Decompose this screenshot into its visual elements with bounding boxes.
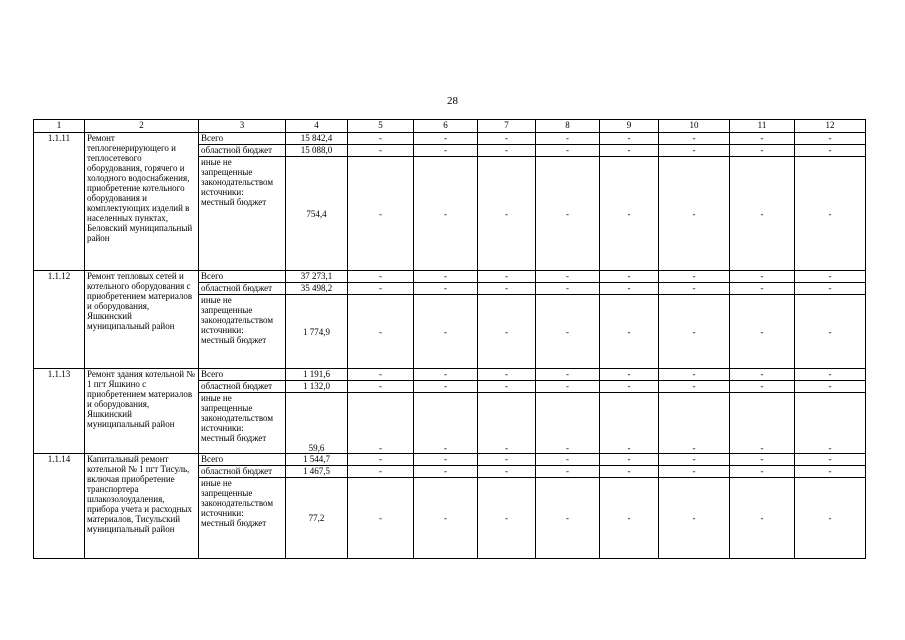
regional-label: областной бюджет [199,145,286,157]
total-value: 1 544,7 [286,454,348,466]
dash-cell: - [348,283,414,295]
regional-label: областной бюджет [199,381,286,393]
dash-cell: - [730,478,795,559]
row-code: 1.1.12 [34,271,85,369]
dash-cell: - [730,454,795,466]
header-cell: 10 [659,120,730,133]
header-cell: 12 [795,120,866,133]
table-row [34,271,866,283]
dash-cell: - [600,393,659,454]
header-cell: 9 [600,120,659,133]
row-name: Ремонт тепловых сетей и котельного оборудования с приобретением материалов и оборудования, Яшкинский муниципальный район [85,271,199,369]
dash-cell: - [536,145,600,157]
dash-cell: - [348,454,414,466]
dash-cell: - [795,393,866,454]
dash-cell: - [414,145,478,157]
table-row [34,454,866,466]
dash-cell: - [414,271,478,283]
total-label: Всего [199,133,286,145]
dash-cell: - [536,454,600,466]
dash-cell: - [348,381,414,393]
dash-cell: - [795,454,866,466]
local-budget-label: местный бюджет [201,335,267,345]
local-value: 77,2 [286,478,348,559]
dash-cell: - [659,393,730,454]
dash-cell: - [659,271,730,283]
dash-cell: - [795,145,866,157]
header-cell: 11 [730,120,795,133]
dash-cell: - [730,145,795,157]
header-cell: 8 [536,120,600,133]
dash-cell: - [536,478,600,559]
dash-cell: - [414,381,478,393]
dash-cell: - [659,133,730,145]
dash-cell: - [348,271,414,283]
dash-cell: - [730,393,795,454]
dash-cell: - [536,393,600,454]
dash-cell: - [600,369,659,381]
total-label: Всего [199,271,286,283]
dash-cell: - [600,466,659,478]
dash-cell: - [659,157,730,271]
header-cell: 3 [199,120,286,133]
dash-cell: - [414,466,478,478]
dash-cell: - [600,133,659,145]
dash-cell: - [730,295,795,369]
dash-cell: - [600,478,659,559]
local-value: 59,6 [286,393,348,454]
regional-value: 1 467,5 [286,466,348,478]
dash-cell: - [659,466,730,478]
dash-cell: - [348,369,414,381]
local-value: 1 774,9 [286,295,348,369]
local-budget-label: местный бюджет [201,433,267,443]
header-row [34,120,866,133]
dash-cell: - [536,369,600,381]
dash-cell: - [536,466,600,478]
header-cell: 2 [85,120,199,133]
total-value: 1 191,6 [286,369,348,381]
dash-cell: - [600,295,659,369]
dash-cell: - [478,393,536,454]
dash-cell: - [348,478,414,559]
dash-cell: - [730,381,795,393]
dash-cell: - [600,381,659,393]
page-number: 28 [447,95,458,107]
dash-cell: - [478,145,536,157]
dash-cell: - [795,369,866,381]
other-sources-cell [199,478,286,559]
dash-cell: - [478,157,536,271]
dash-cell: - [730,283,795,295]
total-value: 37 273,1 [286,271,348,283]
dash-cell: - [478,454,536,466]
regional-value: 1 132,0 [286,381,348,393]
dash-cell: - [659,295,730,369]
header-cell: 5 [348,120,414,133]
row-name: Капитальный ремонт котельной № 1 пгт Тисуль, включая приобретение транспортера шлакозолоудаления, прибора учета и расходных материалов, Тисульский муниципальный район [85,454,199,559]
dash-cell: - [659,283,730,295]
header-cell: 1 [34,120,85,133]
other-sources-label: иные не запрещенные законодательством источники: [201,157,274,197]
dash-cell: - [478,478,536,559]
row-name: Ремонт здания котельной № 1 пгт Яшкино с приобретением материалов и оборудования, Яшкинский муниципальный район [85,369,199,454]
dash-cell: - [348,393,414,454]
dash-cell: - [795,466,866,478]
header-cell: 6 [414,120,478,133]
dash-cell: - [478,271,536,283]
dash-cell: - [730,271,795,283]
dash-cell: - [348,145,414,157]
table-row [34,133,866,145]
dash-cell: - [600,157,659,271]
dash-cell: - [730,157,795,271]
dash-cell: - [478,295,536,369]
dash-cell: - [414,133,478,145]
dash-cell: - [600,145,659,157]
dash-cell: - [659,478,730,559]
local-budget-label: местный бюджет [201,518,267,528]
total-label: Всего [199,369,286,381]
dash-cell: - [348,466,414,478]
dash-cell: - [414,454,478,466]
total-label: Всего [199,454,286,466]
dash-cell: - [730,369,795,381]
dash-cell: - [536,283,600,295]
dash-cell: - [795,478,866,559]
dash-cell: - [600,283,659,295]
local-budget-label: местный бюджет [201,197,267,207]
dash-cell: - [414,478,478,559]
row-code: 1.1.13 [34,369,85,454]
dash-cell: - [795,283,866,295]
row-code: 1.1.14 [34,454,85,559]
dash-cell: - [795,133,866,145]
regional-value: 35 498,2 [286,283,348,295]
dash-cell: - [414,295,478,369]
dash-cell: - [414,369,478,381]
dash-cell: - [730,133,795,145]
dash-cell: - [659,454,730,466]
other-sources-cell [199,295,286,369]
header-cell: 7 [478,120,536,133]
dash-cell: - [414,393,478,454]
dash-cell: - [536,133,600,145]
dash-cell: - [478,283,536,295]
dash-cell: - [414,283,478,295]
dash-cell: - [536,295,600,369]
other-sources-label: иные не запрещенные законодательством источники: [201,478,274,518]
row-code: 1.1.11 [34,133,85,271]
local-value: 754,4 [286,157,348,271]
dash-cell: - [478,369,536,381]
dash-cell: - [795,295,866,369]
other-sources-label: иные не запрещенные законодательством источники: [201,295,274,335]
dash-cell: - [600,454,659,466]
total-value: 15 842,4 [286,133,348,145]
dash-cell: - [348,133,414,145]
regional-label: областной бюджет [199,466,286,478]
dash-cell: - [536,271,600,283]
dash-cell: - [795,271,866,283]
dash-cell: - [795,381,866,393]
dash-cell: - [414,157,478,271]
dash-cell: - [478,133,536,145]
dash-cell: - [730,466,795,478]
dash-cell: - [536,381,600,393]
dash-cell: - [659,369,730,381]
budget-table [33,119,866,559]
dash-cell: - [795,157,866,271]
dash-cell: - [348,157,414,271]
dash-cell: - [478,381,536,393]
regional-value: 15 088,0 [286,145,348,157]
dash-cell: - [348,295,414,369]
regional-label: областной бюджет [199,283,286,295]
other-sources-cell [199,157,286,271]
dash-cell: - [659,145,730,157]
dash-cell: - [659,381,730,393]
other-sources-cell [199,393,286,454]
dash-cell: - [478,466,536,478]
dash-cell: - [600,271,659,283]
header-cell: 4 [286,120,348,133]
row-name: Ремонт теплогенерирующего и теплосетевого оборудования, горячего и холодного водоснабжения, приобретение котельного оборудования и комплектующих изделий в населенных пунктах, Беловский муниципальный район [85,133,199,271]
table-row [34,369,866,381]
dash-cell: - [536,157,600,271]
other-sources-label: иные не запрещенные законодательством источники: [201,393,274,433]
